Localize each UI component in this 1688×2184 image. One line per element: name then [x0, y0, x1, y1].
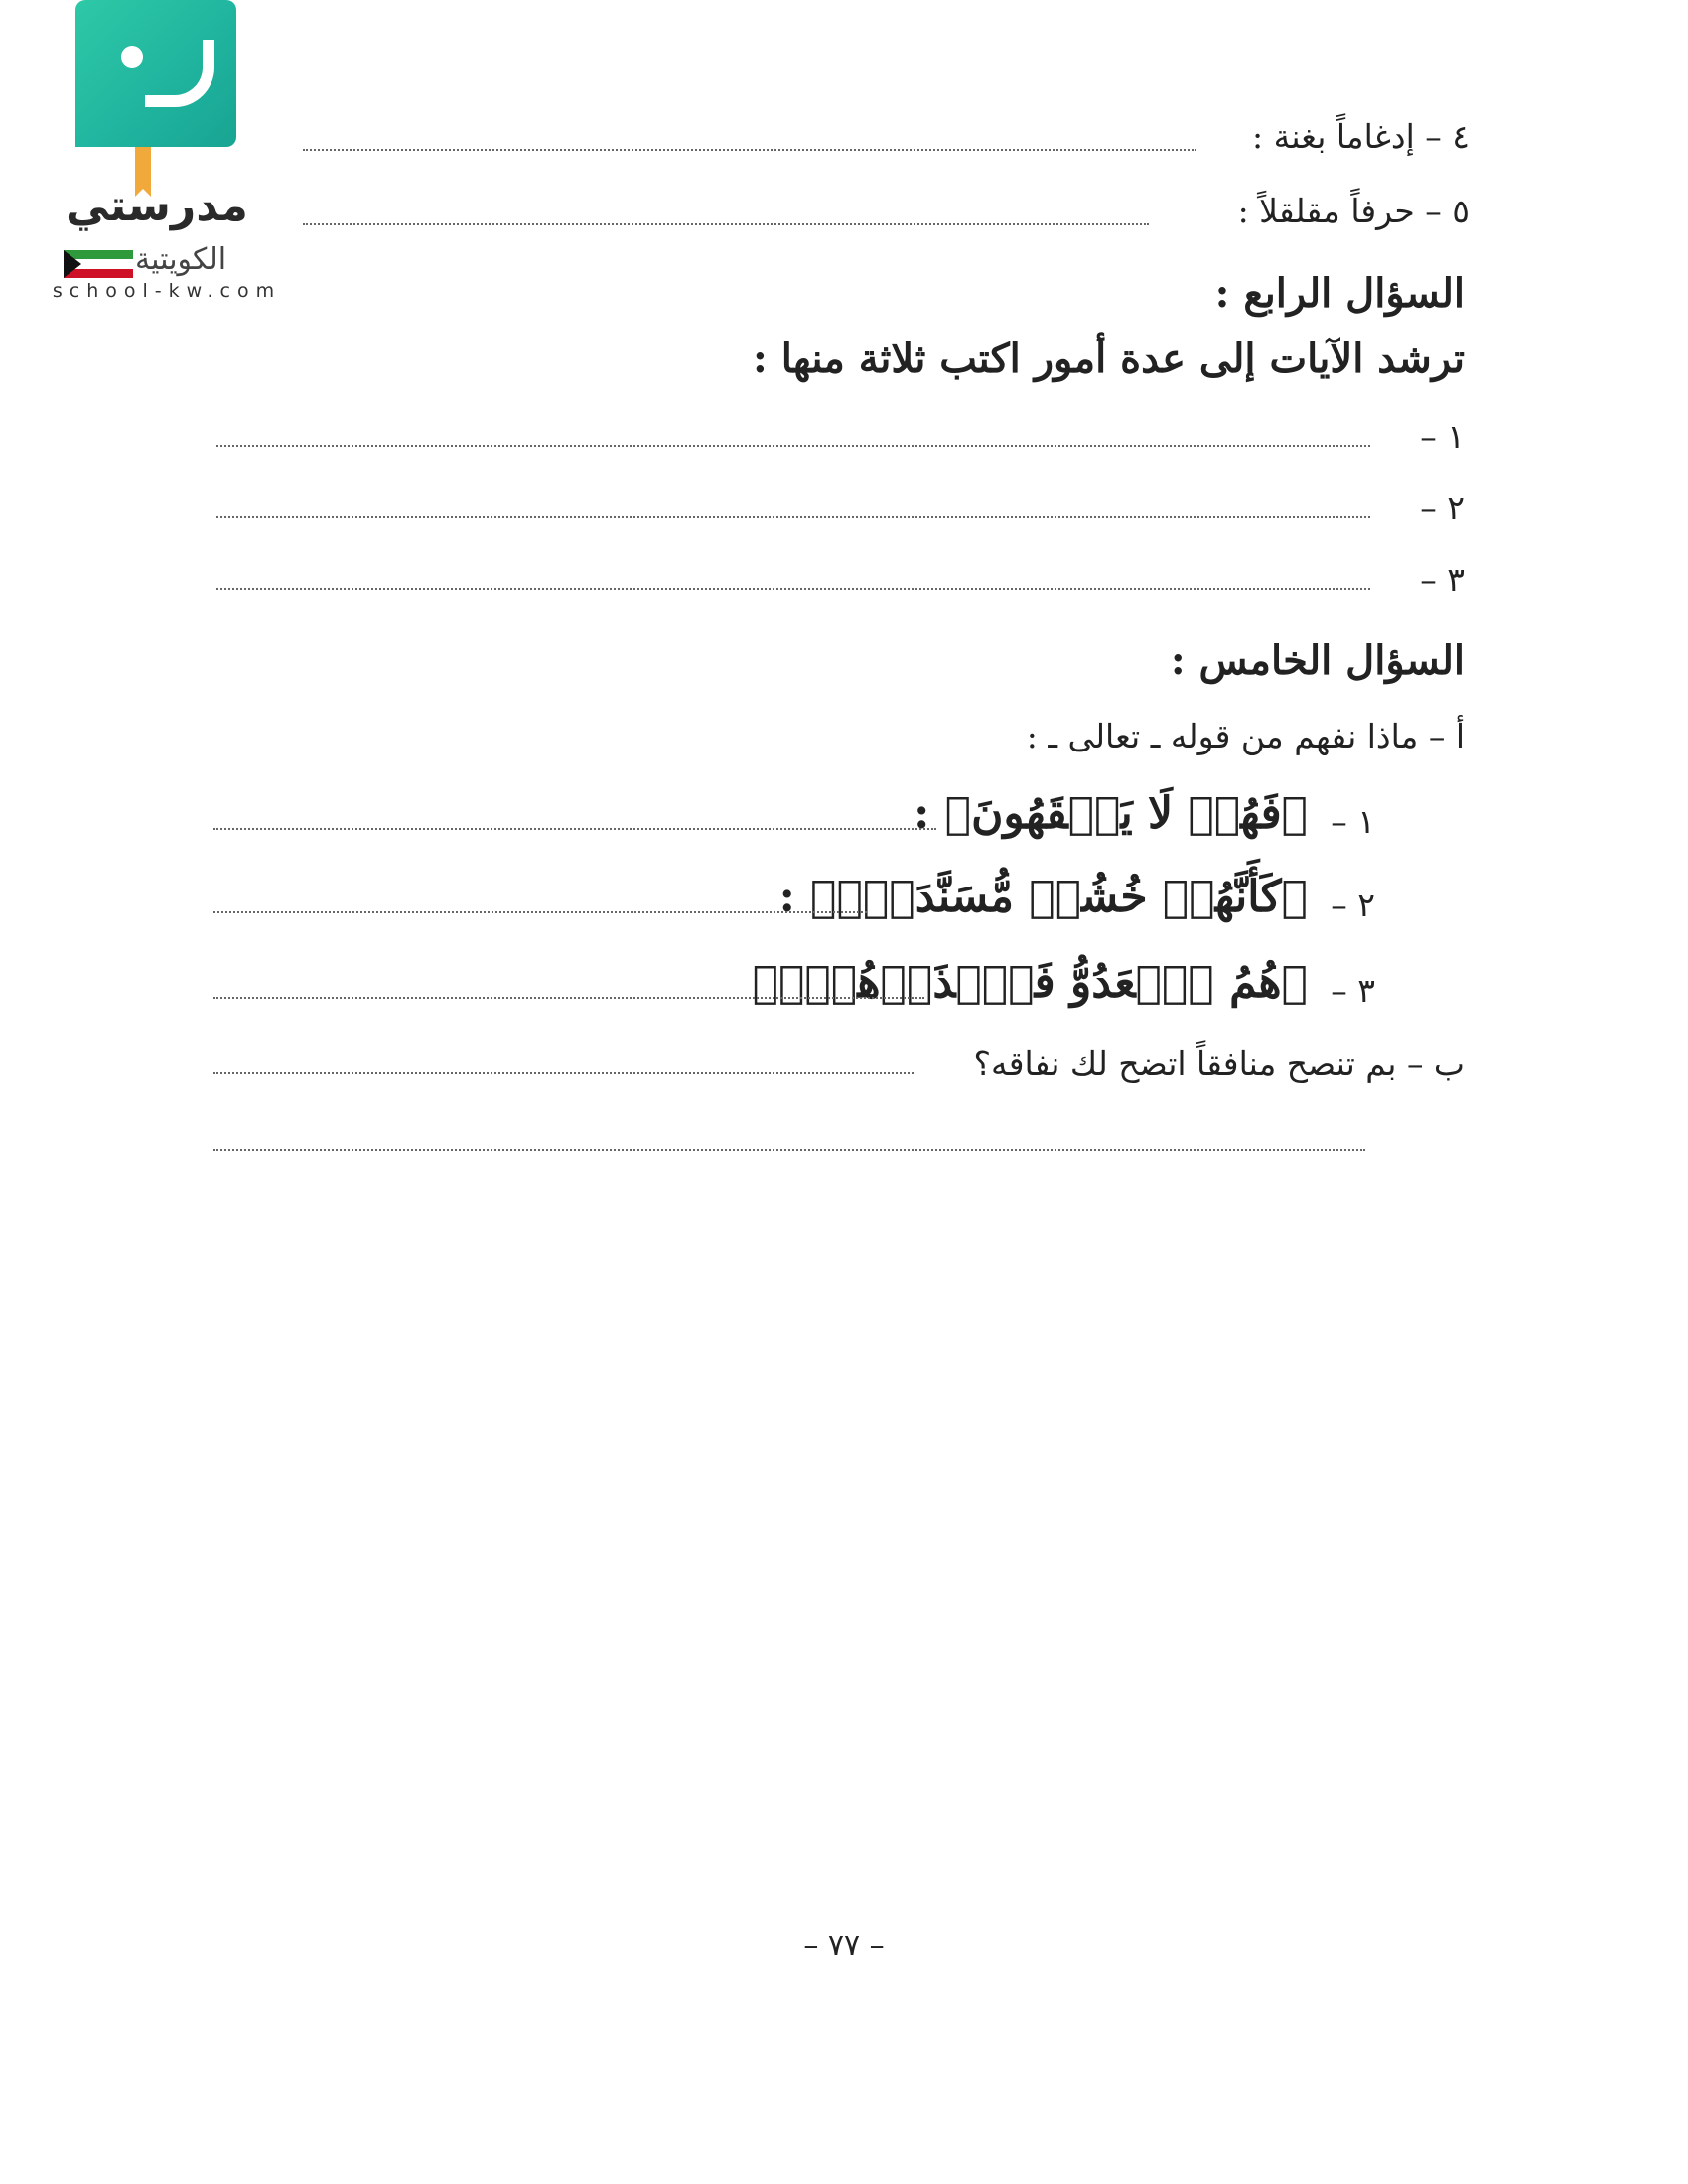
q5-verse-1-number: ١ –	[1331, 802, 1375, 841]
q5-verse-2-answer-line[interactable]	[213, 911, 867, 913]
logo-name: مدرستي	[66, 181, 248, 231]
q4-number-3: ٣ –	[1420, 560, 1465, 599]
page-number: – ٧٧ –	[803, 1928, 885, 1963]
q4-answer-line-1[interactable]	[216, 445, 1370, 447]
q5-verse-2: ﴿كَأَنَّهُمۡ خُشُبٞ مُّسَنَّدَةٞۖ﴾ :	[778, 872, 1308, 922]
q5-part-b: ب – بم تنصح منافقاً اتضح لك نفاقه؟	[973, 1044, 1465, 1083]
q5-verse-3-answer-line[interactable]	[213, 997, 924, 999]
q4-answer-line-3[interactable]	[216, 588, 1370, 590]
question-4-title: السؤال الرابع :	[1214, 270, 1465, 317]
q4-number-2: ٢ –	[1420, 488, 1465, 527]
item-5-answer-line[interactable]	[303, 223, 1149, 225]
item-4-answer-line[interactable]	[303, 149, 1196, 151]
q5-verse-1-answer-line[interactable]	[213, 828, 936, 830]
q5-verse-1: ﴿فَهُمۡ لَا يَفۡقَهُونَ﴾ :	[914, 788, 1308, 839]
kuwait-flag-icon	[64, 250, 133, 278]
q5-verse-2-number: ٢ –	[1331, 886, 1375, 924]
question-5-title: السؤال الخامس :	[1170, 637, 1465, 684]
q5-part-b-answer-line-2[interactable]	[213, 1149, 1365, 1151]
logo-dot	[121, 46, 143, 68]
q5-part-a: أ – ماذا نفهم من قوله ـ تعالى ـ :	[1026, 717, 1465, 755]
q5-part-b-answer-line-1[interactable]	[213, 1072, 914, 1074]
item-5-label: ٥ – حرفاً مقلقلاً :	[1237, 192, 1470, 230]
item-4-label: ٤ – إدغاماً بغنة :	[1252, 117, 1470, 156]
logo-url: school-kw.com	[52, 280, 282, 302]
q4-number-1: ١ –	[1420, 417, 1465, 456]
logo-subtitle: الكويتية	[135, 242, 227, 277]
site-logo	[18, 0, 306, 303]
question-4-prompt: ترشد الآيات إلى عدة أمور اكتب ثلاثة منها :	[753, 336, 1465, 382]
q5-verse-3-number: ٣ –	[1331, 971, 1375, 1010]
q5-verse-3: ﴿هُمُ ٱلۡعَدُوُّ فَٱحۡذَرۡهُمۡۚ﴾	[752, 957, 1308, 1008]
q4-answer-line-2[interactable]	[216, 516, 1370, 518]
